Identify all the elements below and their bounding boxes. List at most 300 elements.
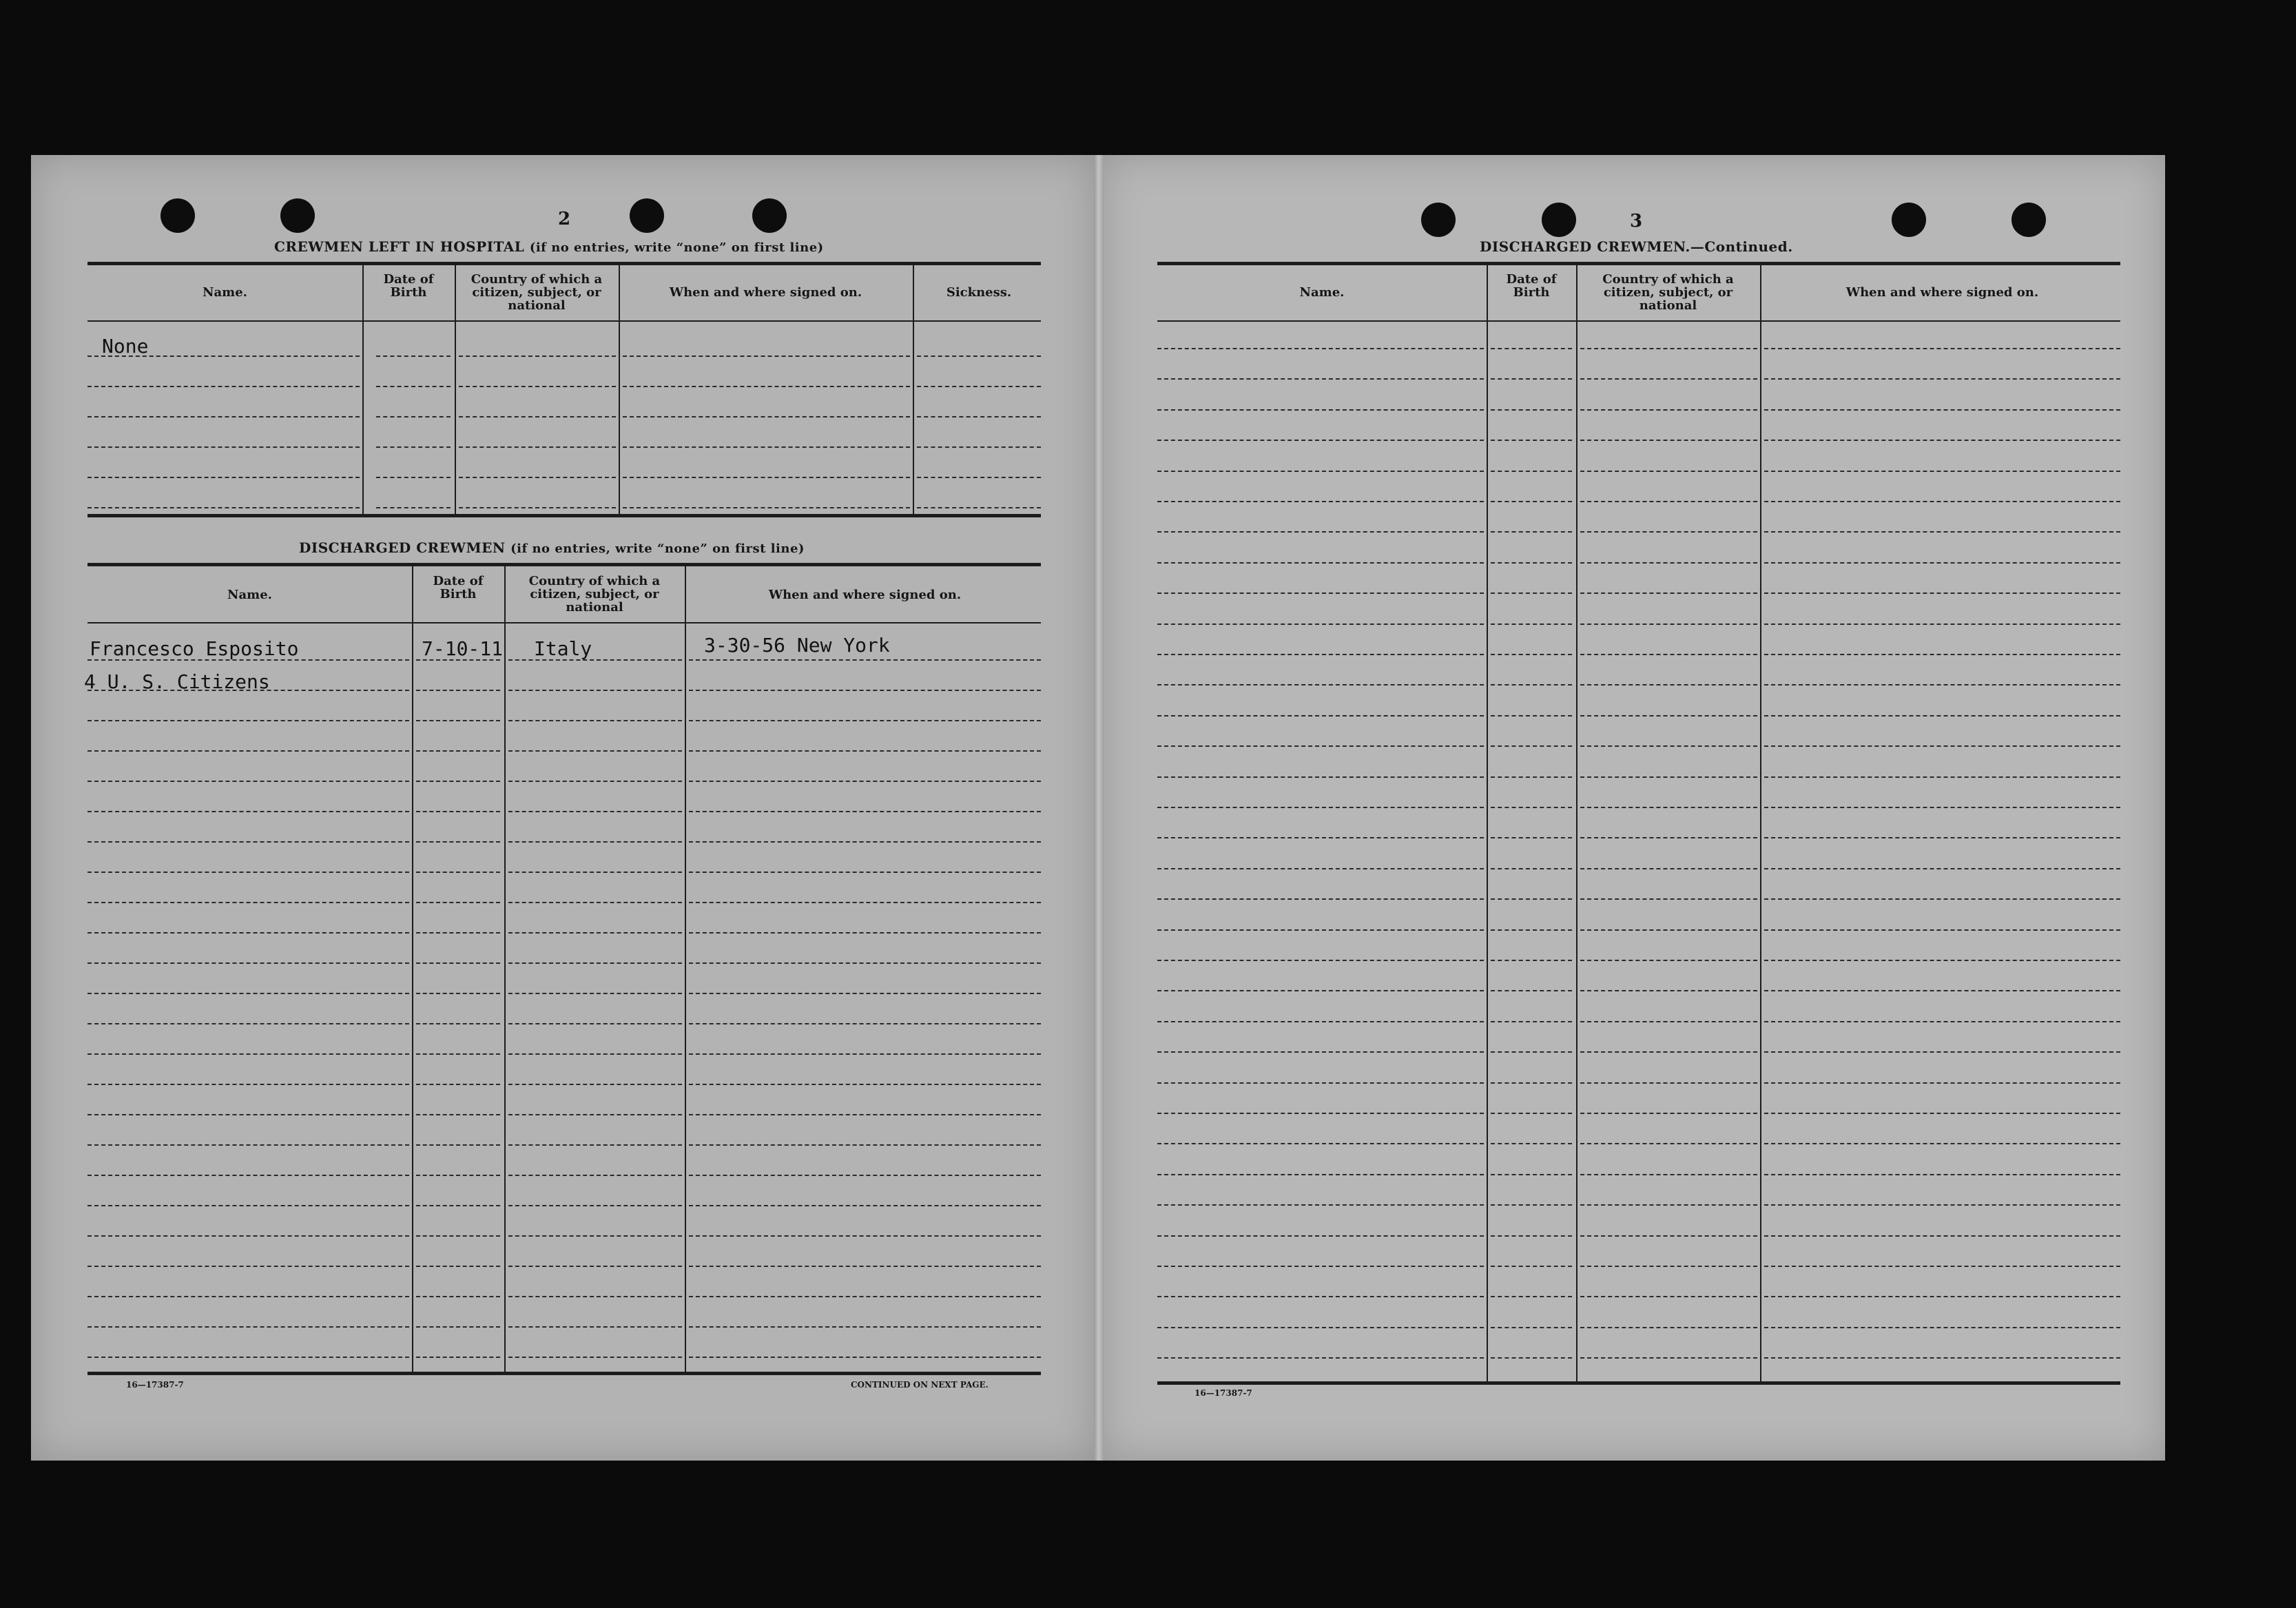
ruled-line — [1491, 868, 1572, 869]
ruled-line — [508, 872, 682, 873]
column-header-name: Name. — [203, 285, 247, 300]
ruled-line — [1491, 960, 1572, 961]
ruled-line — [416, 1053, 500, 1055]
ruled-line — [1764, 776, 2120, 778]
page-fold — [1094, 155, 1104, 1461]
ruled-line — [508, 1084, 682, 1085]
ruled-line — [917, 507, 1041, 508]
ruled-line — [416, 1235, 500, 1237]
crewman-date-of-birth: 7-10-11 — [422, 637, 504, 660]
ruled-line — [1580, 1266, 1757, 1267]
column-header-date-of-birth: Date of Birth — [433, 574, 484, 601]
ruled-line — [1580, 715, 1757, 717]
ruled-line — [416, 750, 500, 752]
discharged-heading-note: (if no entries, write “none” on first line) — [510, 542, 805, 556]
ruled-line — [1580, 1143, 1757, 1144]
ruled-line — [1764, 471, 2120, 472]
ruled-line — [689, 962, 1041, 964]
column-header-country: Country of which a citizen, subject, or national — [528, 574, 661, 615]
ruled-line — [1491, 776, 1572, 778]
ruled-line — [87, 1175, 409, 1176]
ruled-line — [689, 1326, 1041, 1328]
ruled-line — [87, 720, 409, 721]
ruled-line — [1491, 378, 1572, 380]
ruled-line — [1491, 1051, 1572, 1053]
ruled-line — [1491, 592, 1572, 594]
ruled-line — [623, 507, 910, 508]
ruled-line — [1580, 562, 1757, 564]
ruled-line — [689, 1053, 1041, 1055]
discharged-heading — [299, 539, 805, 556]
punch-hole — [161, 198, 195, 233]
ruled-line — [1157, 1266, 1484, 1267]
punch-hole — [1542, 203, 1576, 237]
ruled-line — [87, 811, 409, 812]
ruled-line — [1764, 715, 2120, 717]
ruled-line — [1580, 837, 1757, 838]
ruled-line — [917, 477, 1041, 478]
ruled-line — [689, 1114, 1041, 1115]
ruled-line — [1157, 1327, 1484, 1328]
ruled-line — [1764, 929, 2120, 931]
ruled-line — [1491, 1021, 1572, 1022]
ruled-line — [1491, 929, 1572, 931]
ruled-line — [1580, 1021, 1757, 1022]
ruled-line — [87, 932, 409, 934]
hospital-entry-name: None — [102, 335, 149, 358]
ruled-line — [87, 477, 360, 478]
ruled-line — [1491, 562, 1572, 564]
ruled-line — [689, 781, 1041, 782]
ruled-line — [376, 507, 451, 508]
continued-note: CONTINUED ON NEXT PAGE. — [851, 1380, 989, 1390]
ruled-line — [87, 1357, 409, 1358]
ruled-line — [87, 1296, 409, 1297]
ruled-line — [1491, 623, 1572, 625]
ruled-line — [416, 781, 500, 782]
ruled-line — [1580, 898, 1757, 900]
ruled-line — [1491, 684, 1572, 686]
ruled-line — [689, 872, 1041, 873]
ruled-line — [1491, 1235, 1572, 1237]
ruled-line — [1764, 1204, 2120, 1206]
hospital-heading — [274, 238, 824, 255]
ruled-line — [508, 993, 682, 994]
ruled-line — [1764, 1174, 2120, 1175]
ruled-line — [1580, 745, 1757, 747]
column-divider — [504, 566, 506, 1372]
ruled-line — [87, 1205, 409, 1206]
table-header-rule — [87, 320, 1041, 322]
column-header-sickness: Sickness. — [946, 285, 1012, 300]
ruled-line — [1580, 1235, 1757, 1237]
column-header-date-of-birth: Date of Birth — [383, 272, 434, 300]
ruled-line — [1157, 1051, 1484, 1053]
ruled-line — [1157, 531, 1484, 533]
ruled-line — [508, 932, 682, 934]
ruled-line — [416, 932, 500, 934]
ruled-line — [376, 355, 451, 357]
column-header-country: Country of which a citizen, subject, or national — [470, 272, 603, 313]
ruled-line — [508, 1357, 682, 1358]
ruled-line — [376, 477, 451, 478]
ruled-line — [1580, 623, 1757, 625]
ruled-line — [1157, 654, 1484, 655]
column-divider — [362, 265, 364, 515]
ruled-line — [87, 993, 409, 994]
ruled-line — [1580, 960, 1757, 961]
ruled-line — [689, 1023, 1041, 1024]
ruled-line — [1580, 501, 1757, 502]
table-bottom-rule — [87, 1372, 1041, 1375]
ruled-line — [87, 1084, 409, 1085]
ruled-line — [1157, 807, 1484, 808]
ruled-line — [416, 1205, 500, 1206]
ruled-line — [459, 416, 616, 418]
ruled-line — [689, 690, 1041, 691]
ruled-line — [1580, 409, 1757, 411]
column-header-name: Name. — [1299, 285, 1345, 300]
ruled-line — [1491, 531, 1572, 533]
ruled-line — [1764, 501, 2120, 502]
column-divider — [455, 265, 456, 515]
form-number: 16—17387-7 — [1194, 1388, 1252, 1398]
ruled-line — [1491, 654, 1572, 655]
ruled-line — [917, 446, 1041, 448]
table-header-rule — [1157, 320, 2120, 322]
ruled-line — [1157, 898, 1484, 900]
ruled-line — [87, 1266, 409, 1267]
ruled-line — [87, 781, 409, 782]
column-divider — [1576, 265, 1578, 1381]
table-top-rule — [87, 563, 1041, 566]
ruled-line — [1491, 1357, 1572, 1359]
ruled-line — [416, 1084, 500, 1085]
ruled-line — [376, 446, 451, 448]
ruled-line — [416, 993, 500, 994]
ruled-line — [689, 1205, 1041, 1206]
ruled-line — [1157, 440, 1484, 441]
punch-hole — [1421, 203, 1456, 237]
ruled-line — [1580, 807, 1757, 808]
ruled-line — [1491, 440, 1572, 441]
table-header-rule — [87, 622, 1041, 623]
ruled-line — [689, 750, 1041, 752]
punch-hole — [280, 198, 315, 233]
ruled-line — [917, 416, 1041, 418]
ruled-line — [1764, 1357, 2120, 1359]
table-bottom-rule — [1157, 1381, 2120, 1385]
ruled-line — [459, 386, 616, 387]
ruled-line — [508, 1266, 682, 1267]
ruled-line — [87, 750, 409, 752]
ruled-line — [416, 902, 500, 903]
discharged-heading-title: DISCHARGED CREWMEN — [299, 539, 506, 556]
ruled-line — [1157, 348, 1484, 349]
ruled-line — [689, 811, 1041, 812]
ruled-line — [1491, 1082, 1572, 1084]
ruled-line — [87, 1326, 409, 1328]
ruled-line — [1764, 654, 2120, 655]
ruled-line — [689, 720, 1041, 721]
ruled-line — [1157, 1204, 1484, 1206]
ruled-line — [917, 386, 1041, 387]
ruled-line — [1157, 501, 1484, 502]
ruled-line — [1157, 1174, 1484, 1175]
ruled-line — [508, 902, 682, 903]
ruled-line — [508, 781, 682, 782]
ruled-line — [1157, 960, 1484, 961]
ruled-line — [689, 1266, 1041, 1267]
punch-hole — [752, 198, 787, 233]
ruled-line — [416, 1144, 500, 1146]
ruled-line — [1491, 1113, 1572, 1114]
ruled-line — [508, 1114, 682, 1115]
ruled-line — [1491, 837, 1572, 838]
column-header-signed-on: When and where signed on. — [768, 588, 962, 602]
ruled-line — [1764, 348, 2120, 349]
ruled-line — [508, 750, 682, 752]
ruled-line — [1764, 960, 2120, 961]
ruled-line — [1491, 898, 1572, 900]
ruled-line — [508, 841, 682, 843]
ruled-line — [87, 446, 360, 448]
hospital-heading-note: (if no entries, write “none” on first line) — [529, 240, 824, 255]
ruled-line — [1764, 1021, 2120, 1022]
table-bottom-rule — [87, 514, 1041, 517]
ruled-line — [1157, 1113, 1484, 1114]
ruled-line — [689, 1084, 1041, 1085]
ruled-line — [1764, 409, 2120, 411]
ruled-line — [1764, 440, 2120, 441]
ruled-line — [1580, 378, 1757, 380]
ruled-line — [1764, 684, 2120, 686]
crewman-signed-on: 3-30-56 New York — [704, 634, 890, 657]
ruled-line — [508, 1144, 682, 1146]
ruled-line — [1491, 1174, 1572, 1175]
page-number: 3 — [1630, 211, 1643, 231]
column-divider — [1487, 265, 1488, 1381]
ruled-line — [508, 690, 682, 691]
ruled-line — [416, 720, 500, 721]
ruled-line — [623, 477, 910, 478]
ruled-line — [1491, 807, 1572, 808]
ruled-line — [87, 962, 409, 964]
table-top-rule — [1157, 262, 2120, 265]
punch-hole — [630, 198, 664, 233]
column-header-name: Name. — [227, 588, 272, 602]
ruled-line — [1764, 1051, 2120, 1053]
ruled-line — [1764, 531, 2120, 533]
ruled-line — [689, 659, 1041, 661]
ruled-line — [508, 962, 682, 964]
column-divider — [412, 566, 413, 1372]
column-divider — [1760, 265, 1761, 1381]
ruled-line — [1157, 715, 1484, 717]
ruled-line — [1764, 898, 2120, 900]
ruled-line — [1764, 1143, 2120, 1144]
table-top-rule — [87, 262, 1041, 265]
ruled-line — [1491, 409, 1572, 411]
crewman-name: Francesco Esposito — [90, 637, 299, 660]
ruled-line — [1580, 440, 1757, 441]
ruled-line — [1491, 715, 1572, 717]
ruled-line — [1491, 1296, 1572, 1297]
ruled-line — [87, 416, 360, 418]
ruled-line — [1157, 378, 1484, 380]
ruled-line — [459, 507, 616, 508]
discharged-continued-heading: DISCHARGED CREWMEN.—Continued. — [1480, 238, 1793, 255]
ruled-line — [459, 355, 616, 357]
column-header-country: Country of which a citizen, subject, or national — [1602, 272, 1734, 313]
ruled-line — [416, 690, 500, 691]
ruled-line — [1580, 1113, 1757, 1114]
ruled-line — [1764, 623, 2120, 625]
ruled-line — [1157, 868, 1484, 869]
ruled-line — [87, 902, 409, 903]
ruled-line — [1491, 990, 1572, 991]
ruled-line — [1580, 1082, 1757, 1084]
ruled-line — [1491, 745, 1572, 747]
form-number: 16—17387-7 — [126, 1380, 184, 1390]
ruled-line — [459, 446, 616, 448]
ruled-line — [508, 1235, 682, 1237]
ruled-line — [1157, 562, 1484, 564]
ruled-line — [87, 507, 360, 508]
ruled-line — [508, 1326, 682, 1328]
ruled-line — [1491, 1266, 1572, 1267]
ruled-line — [623, 416, 910, 418]
ruled-line — [1580, 654, 1757, 655]
ruled-line — [1764, 562, 2120, 564]
hospital-heading-title: CREWMEN LEFT IN HOSPITAL — [274, 238, 525, 255]
ruled-line — [623, 386, 910, 387]
ruled-line — [623, 446, 910, 448]
ruled-line — [1764, 868, 2120, 869]
left-page — [31, 155, 1095, 1461]
ruled-line — [87, 1235, 409, 1237]
ruled-line — [1157, 1143, 1484, 1144]
column-divider — [913, 265, 914, 515]
ruled-line — [1580, 1357, 1757, 1359]
ruled-line — [508, 811, 682, 812]
ruled-line — [376, 386, 451, 387]
ruled-line — [1491, 1204, 1572, 1206]
ruled-line — [689, 1296, 1041, 1297]
ruled-line — [1580, 776, 1757, 778]
ruled-line — [623, 355, 910, 357]
ruled-line — [1580, 471, 1757, 472]
ruled-line — [1157, 837, 1484, 838]
ruled-line — [1764, 1235, 2120, 1237]
ruled-line — [416, 1326, 500, 1328]
crewman-name: 4 U. S. Citizens — [84, 670, 270, 693]
crewman-country: Italy — [534, 637, 592, 660]
ruled-line — [87, 386, 360, 387]
ruled-line — [1157, 684, 1484, 686]
ruled-line — [416, 1266, 500, 1267]
ruled-line — [1157, 1357, 1484, 1359]
ruled-line — [87, 1144, 409, 1146]
ruled-line — [416, 872, 500, 873]
ruled-line — [459, 477, 616, 478]
ruled-line — [1491, 1327, 1572, 1328]
ruled-line — [1491, 471, 1572, 472]
ruled-line — [1764, 1082, 2120, 1084]
column-divider — [619, 265, 620, 515]
ruled-line — [1157, 990, 1484, 991]
ruled-line — [1157, 1235, 1484, 1237]
ruled-line — [1764, 1113, 2120, 1114]
ruled-line — [87, 1053, 409, 1055]
ruled-line — [1764, 837, 2120, 838]
ruled-line — [1764, 990, 2120, 991]
ruled-line — [1157, 1296, 1484, 1297]
ruled-line — [87, 872, 409, 873]
ruled-line — [1764, 807, 2120, 808]
ruled-line — [917, 355, 1041, 357]
ruled-line — [416, 1114, 500, 1115]
ruled-line — [416, 841, 500, 843]
ruled-line — [416, 1296, 500, 1297]
ruled-line — [416, 962, 500, 964]
ruled-line — [1764, 378, 2120, 380]
ruled-line — [87, 1114, 409, 1115]
ruled-line — [689, 1357, 1041, 1358]
column-header-date-of-birth: Date of Birth — [1506, 272, 1557, 300]
ruled-line — [1764, 1296, 2120, 1297]
ruled-line — [508, 1175, 682, 1176]
ruled-line — [1580, 684, 1757, 686]
ruled-line — [1491, 348, 1572, 349]
ruled-line — [87, 841, 409, 843]
ruled-line — [508, 1053, 682, 1055]
punch-hole — [2011, 203, 2046, 237]
ruled-line — [1580, 531, 1757, 533]
ruled-line — [1157, 1021, 1484, 1022]
ruled-line — [416, 1357, 500, 1358]
ruled-line — [508, 1296, 682, 1297]
ruled-line — [1580, 1051, 1757, 1053]
ruled-line — [1580, 1327, 1757, 1328]
ruled-line — [1491, 501, 1572, 502]
ruled-line — [689, 1235, 1041, 1237]
ruled-line — [1580, 1174, 1757, 1175]
ruled-line — [1580, 1296, 1757, 1297]
column-header-signed-on: When and where signed on. — [1845, 285, 2039, 300]
ruled-line — [689, 1144, 1041, 1146]
ruled-line — [1157, 1082, 1484, 1084]
page-number: 2 — [558, 209, 571, 229]
ruled-line — [1580, 929, 1757, 931]
ruled-line — [416, 1023, 500, 1024]
ruled-line — [1764, 745, 2120, 747]
ruled-line — [1157, 409, 1484, 411]
ruled-line — [376, 416, 451, 418]
ruled-line — [1157, 776, 1484, 778]
ruled-line — [1580, 1204, 1757, 1206]
ruled-line — [508, 1205, 682, 1206]
ruled-line — [1764, 1327, 2120, 1328]
ruled-line — [1580, 868, 1757, 869]
ruled-line — [689, 932, 1041, 934]
ruled-line — [1157, 623, 1484, 625]
ruled-line — [1157, 471, 1484, 472]
ruled-line — [1580, 592, 1757, 594]
ruled-line — [689, 1175, 1041, 1176]
column-header-signed-on: When and where signed on. — [669, 285, 862, 300]
ruled-line — [1157, 745, 1484, 747]
